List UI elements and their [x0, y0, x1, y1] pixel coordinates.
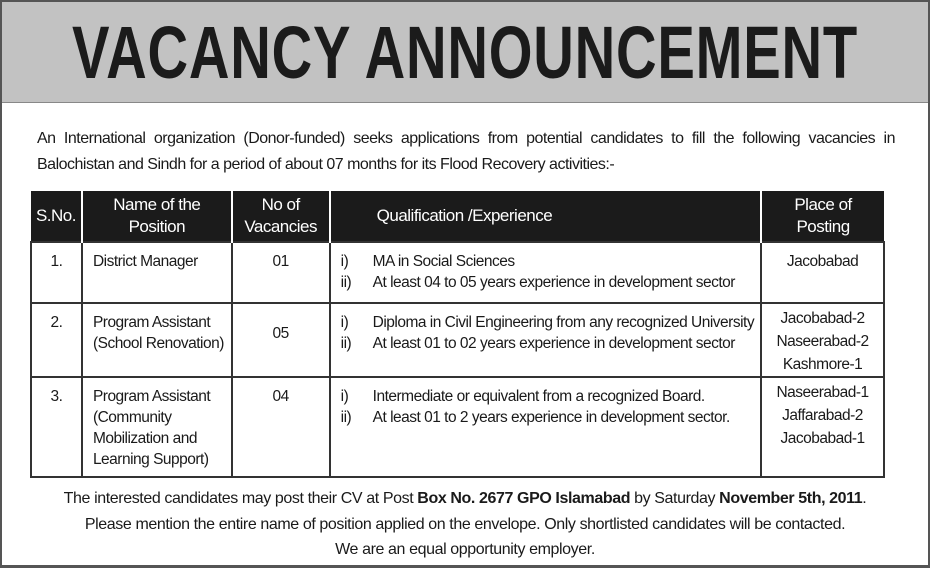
cell-position: District Manager	[82, 242, 232, 303]
footer-line-submission	[0, 486, 930, 512]
header-vacancies: No of Vacancies	[232, 191, 330, 242]
item-number: i)	[340, 314, 349, 331]
place-item: Kashmore-1	[782, 356, 863, 373]
cell-qualification	[330, 242, 761, 303]
cell-place	[761, 242, 884, 303]
item-number: ii)	[340, 274, 352, 291]
item-number: i)	[340, 253, 349, 270]
item-number: ii)	[340, 335, 352, 352]
post-box-address: Box No. 2677 GPO Islamabad	[417, 490, 631, 507]
cell-sno: 1.	[31, 242, 82, 303]
footer-notes	[0, 486, 930, 563]
cell-place	[761, 377, 884, 477]
header-banner	[2, 2, 928, 103]
header-position: Name of the Position	[82, 191, 232, 242]
qualification-item: Diploma in Civil Engineering from any recognized University	[372, 314, 755, 331]
vacancy-table	[30, 191, 885, 478]
footer-line-equal-opportunity: We are an equal opportunity employer.	[335, 541, 595, 558]
place-item: Naseerabad-2	[776, 333, 869, 350]
cell-sno: 3.	[31, 377, 82, 477]
qualification-item: At least 01 to 02 years experience in development sector	[372, 335, 735, 352]
footer-line-envelope: Please mention the entire name of position applied on the envelope. Only shortlisted candidates will be contacted.	[84, 515, 846, 533]
item-number: ii)	[340, 409, 352, 426]
place-item: Naseerabad-1	[776, 384, 869, 401]
place-item: Jacobabad-1	[780, 430, 865, 447]
cell-vacancies: 01	[232, 242, 330, 303]
table-row	[31, 303, 884, 377]
header-qualification: Qualification /Experience	[330, 191, 761, 242]
place-item: Jaffarabad-2	[782, 407, 863, 424]
cell-vacancies: 05	[232, 303, 330, 377]
cell-vacancies: 04	[232, 377, 330, 477]
qualification-item: MA in Social Sciences	[372, 253, 515, 270]
page-title: VACANCY ANNOUNCEMENT	[72, 11, 858, 94]
cell-sno: 2.	[31, 303, 82, 377]
qualification-item: At least 01 to 2 years experience in development sector.	[372, 409, 730, 426]
header-place: Place of Posting	[761, 191, 884, 242]
cell-qualification	[330, 377, 761, 477]
cell-qualification	[330, 303, 761, 377]
item-number: i)	[340, 388, 349, 405]
header-sno: S.No.	[31, 191, 82, 242]
place-item: Jacobabad-2	[780, 310, 865, 327]
qualification-item: Intermediate or equivalent from a recognized Board.	[372, 388, 705, 405]
cell-position: Program Assistant (Community Mobilization and Learning Support)	[82, 377, 232, 477]
footer-text: by Saturday	[630, 490, 720, 507]
table-row	[31, 242, 884, 303]
table-header-row	[31, 191, 884, 242]
deadline-date: November 5th, 2011	[719, 490, 863, 507]
place-item: Jacobabad	[786, 253, 859, 270]
intro-paragraph: An International organization (Donor-funded) seeks applications from potential candidates to fill the following vacancies in Balochistan and Sindh for a period of about 07 months for its Flood Recovery activities:-	[37, 130, 895, 173]
footer-text: .	[862, 490, 867, 507]
qualification-item: At least 04 to 05 years experience in development sector	[372, 274, 735, 291]
cell-position: Program Assistant (School Renovation)	[82, 303, 232, 377]
table-row	[31, 377, 884, 477]
cell-place	[761, 303, 884, 377]
footer-text: The interested candidates may post their CV at Post	[63, 490, 418, 507]
